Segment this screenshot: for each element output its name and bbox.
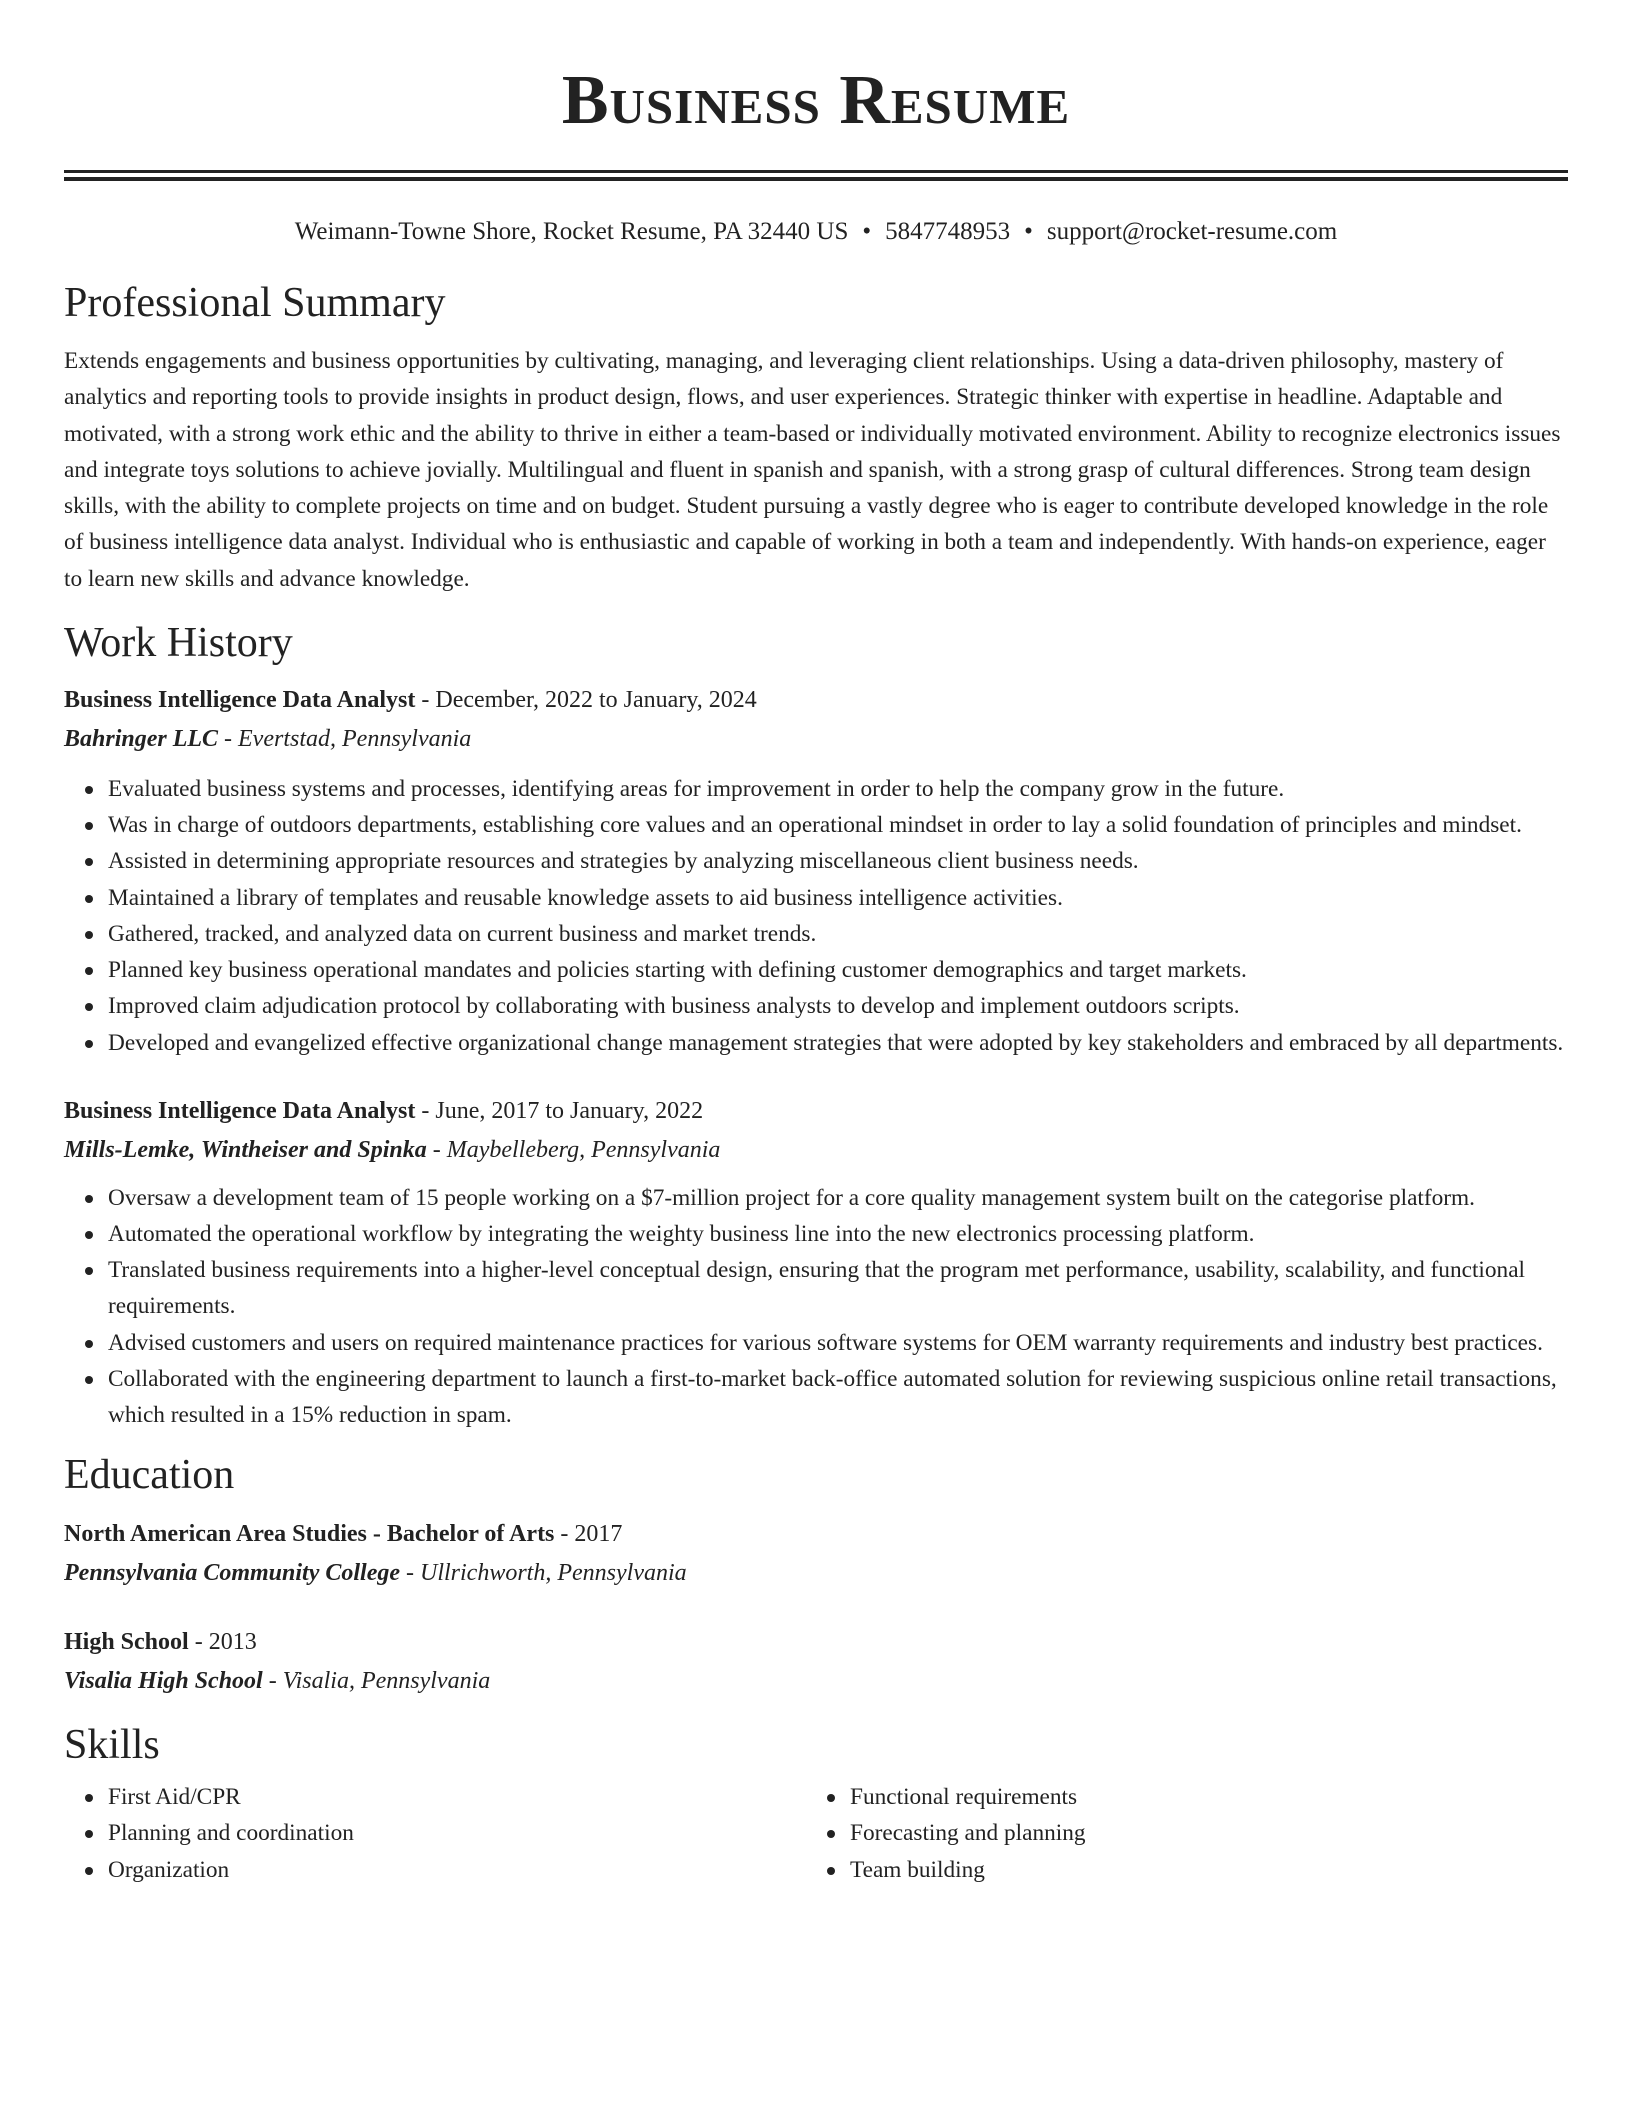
education-school: Pennsylvania Community College	[64, 1560, 401, 1587]
contact-separator: •	[1024, 218, 1033, 245]
education-entry	[64, 1623, 1568, 1701]
job-dates: - December, 2022 to January, 2024	[415, 687, 757, 714]
education-year: - 2017	[554, 1521, 623, 1548]
job-location: - Evertstad, Pennsylvania	[218, 726, 472, 753]
list-item: Gathered, tracked, and analyzed data on current business and market trends.	[108, 916, 1568, 952]
education-school-line	[64, 1661, 1568, 1701]
contact-email: support@rocket-resume.com	[1046, 218, 1338, 245]
job-location: - Maybelleberg, Pennsylvania	[426, 1136, 721, 1163]
education-school-line	[64, 1553, 1568, 1593]
skills-grid	[64, 1779, 1568, 1888]
skill-item: Functional requirements	[850, 1779, 1548, 1815]
skills-section	[64, 1719, 1568, 1888]
education-school: Visalia High School	[64, 1668, 263, 1695]
list-item: Collaborated with the engineering department to launch a first-to-market back-office automated solution for reviewing suspicious online retail transactions, which resulted in a 15% reduction in spam.	[108, 1361, 1568, 1433]
contact-address: Weimann-Towne Shore, Rocket Resume, PA 32440 US	[294, 218, 849, 245]
list-item: Oversaw a development team of 15 people working on a $7-million project for a core quality management system built on the categorise platform.	[108, 1180, 1568, 1216]
list-item: Developed and evangelized effective organizational change management strategies that were adopted by key stakeholders and embraced by all departments.	[108, 1025, 1568, 1061]
education-degree: North American Area Studies - Bachelor of Arts	[64, 1521, 555, 1548]
resume-page	[64, 0, 1568, 1888]
job-title-line	[64, 1092, 1568, 1130]
education-section	[64, 1449, 1568, 1701]
work-history-section	[64, 617, 1568, 1433]
list-item: Improved claim adjudication protocol by collaborating with business analysts to develop and implement outdoors scripts.	[108, 988, 1568, 1024]
contact-phone: 5847748953	[885, 218, 1011, 245]
job-bullets	[64, 1180, 1568, 1433]
job-title: Business Intelligence Data Analyst	[64, 687, 416, 714]
job-company: Mills-Lemke, Wintheiser and Spinka	[64, 1136, 427, 1163]
skill-item: Planning and coordination	[108, 1815, 806, 1851]
list-item: Planned key business operational mandates and policies starting with defining customer demographics and target markets.	[108, 952, 1568, 988]
education-entry	[64, 1515, 1568, 1593]
job-company: Bahringer LLC	[64, 726, 219, 753]
skill-item: Organization	[108, 1852, 806, 1888]
list-item: Advised customers and users on required maintenance practices for various software systems for OEM warranty requirements and industry best practices.	[108, 1325, 1568, 1361]
education-degree: High School	[64, 1629, 189, 1656]
summary-text: Extends engagements and business opportunities by cultivating, managing, and leveraging client relationships. Using a data-driven philosophy, mastery of analytics and reporting tools to provide insights in product design, flows, and user experiences. Strategic thinker with expertise in headline. Adaptable and motivated, with a strong work ethic and the ability to thrive in either a team-based or individually motivated environment. Ability to recognize electronics issues and integrate toys solutions to achieve jovially. Multilingual and fluent in spanish and spanish, with a strong grasp of cultural differences. Strong team design skills, with the ability to complete projects on time and on budget. Student pursuing a vastly degree who is eager to contribute developed knowledge in the role of business intelligence data analyst. Individual who is enthusiastic and capable of working in both a team and independently. With hands-on experience, eager to learn new skills and advance knowledge.	[64, 348, 1561, 592]
job-title: Business Intelligence Data Analyst	[64, 1097, 416, 1124]
summary-section	[64, 277, 1568, 597]
job-company-line	[64, 719, 1568, 759]
skills-column-left	[64, 1779, 806, 1888]
job-title-line	[64, 681, 1568, 719]
education-degree-line	[64, 1623, 1568, 1661]
skill-item: First Aid/CPR	[108, 1779, 806, 1815]
job-dates: - June, 2017 to January, 2022	[415, 1097, 704, 1124]
title-double-rule	[64, 170, 1568, 181]
section-title-skills: Skills	[64, 1722, 160, 1769]
list-item: Was in charge of outdoors departments, establishing core values and an operational mindset in order to lay a solid foundation of principles and mindset.	[108, 807, 1568, 843]
contact-separator: •	[862, 218, 872, 245]
education-year: - 2013	[188, 1629, 257, 1656]
list-item: Assisted in determining appropriate resources and strategies by analyzing miscellaneous client business needs.	[108, 843, 1568, 879]
skill-item: Team building	[850, 1852, 1548, 1888]
education-location: - Ullrichworth, Pennsylvania	[400, 1560, 687, 1587]
list-item: Maintained a library of templates and reusable knowledge assets to aid business intelligence activities.	[108, 880, 1568, 916]
list-item: Evaluated business systems and processes, identifying areas for improvement in order to help the company grow in the future.	[108, 771, 1568, 807]
contact-line	[64, 215, 1568, 249]
skills-list	[64, 1779, 806, 1888]
job-company-line	[64, 1130, 1568, 1170]
job-entry	[64, 681, 1568, 1061]
resume-title: Business Resume	[561, 62, 1071, 139]
list-item: Translated business requirements into a higher-level conceptual design, ensuring that the program met performance, usability, scalability, and functional requirements.	[108, 1252, 1568, 1324]
section-title-work-history: Work History	[64, 620, 293, 667]
skill-item: Forecasting and planning	[850, 1815, 1548, 1851]
section-title-summary: Professional Summary	[64, 280, 446, 326]
education-degree-line	[64, 1515, 1568, 1553]
section-title-education: Education	[64, 1452, 235, 1499]
job-bullets	[64, 771, 1568, 1061]
skills-list	[806, 1779, 1548, 1888]
skills-column-right	[806, 1779, 1548, 1888]
list-item: Automated the operational workflow by integrating the weighty business line into the new electronics processing platform.	[108, 1216, 1568, 1252]
job-entry	[64, 1092, 1568, 1433]
education-location: - Visalia, Pennsylvania	[262, 1668, 491, 1695]
